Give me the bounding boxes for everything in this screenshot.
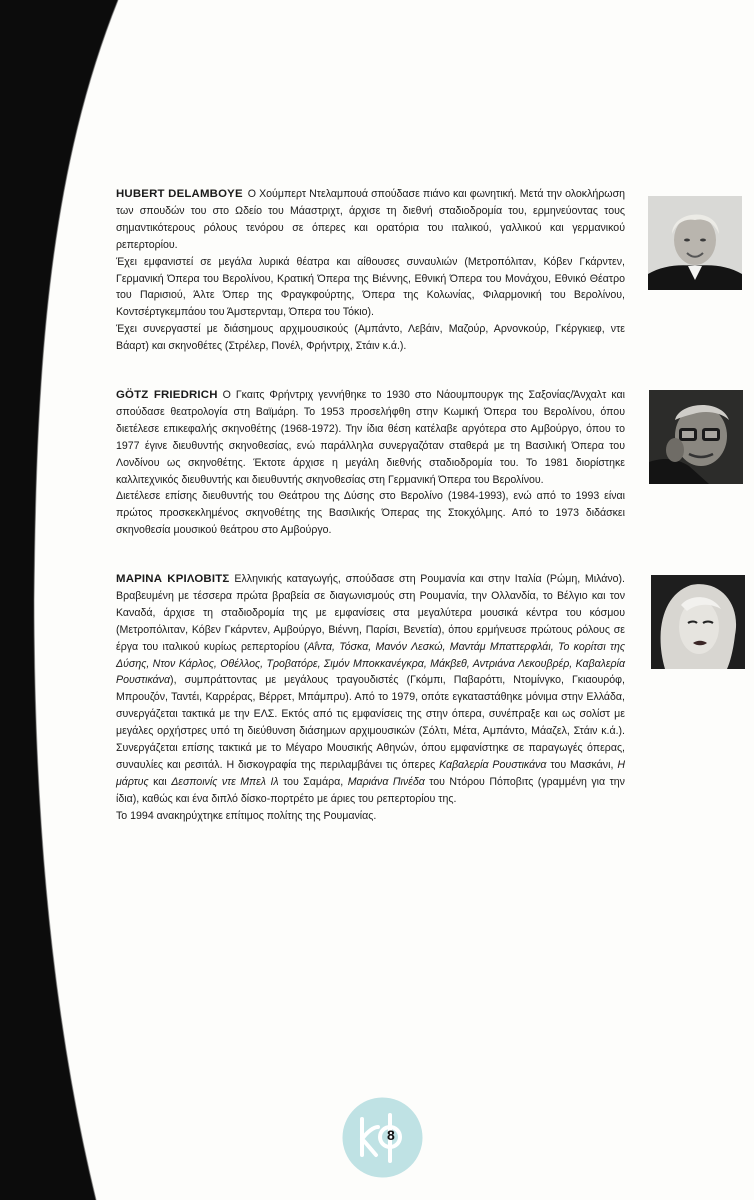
bio-italic-title: Δεσποινίς ντε Μπελ Ιλ bbox=[171, 775, 279, 788]
bio-paragraph bbox=[116, 808, 625, 825]
bio-paragraph bbox=[116, 571, 625, 808]
bio-italic-title: Καβαλερία Ρουστικάνα bbox=[439, 758, 547, 771]
bio-name: GÖTZ FRIEDRICH bbox=[116, 389, 218, 401]
bio-name: HUBERT DELAMBOYE bbox=[116, 188, 243, 200]
bio-text: του Ντόρου Πόποβιτς (γραμμένη για την ίδια), καθώς και ένα διπλό δίσκο-πορτρέτο με άριες του ρεπερτορίου της. bbox=[116, 775, 625, 805]
bio-text: Διετέλεσε επίσης διευθυντής του Θεάτρου της Δύσης στο Βερολίνο (1984-1993), ενώ από το 1993 είναι πρώτος προσκεκλημένος σκηνοθέτης της Βασιλικής Όπερας της Στοκχόλμης. Από το 1973 διδάσκει σκηνοθεσία μουσικού θεάτρου στο Αμβούργο. bbox=[116, 490, 625, 537]
bio-text: Έχει συνεργαστεί με διάσημους αρχιμουσικούς (Αμπάντο, Λεβάιν, Μαζούρ, Αρνονκούρ, Γκέργκιεφ, ντε Βάαρτ) και σκηνοθέτες (Στρέλερ, Πονέλ, Φρήντριχ, Στάιν κ.ά.). bbox=[116, 323, 625, 353]
page-number: 8 bbox=[387, 1127, 395, 1143]
bio-text: Το 1994 ανακηρύχτηκε επίτιμος πολίτης της Ρουμανίας. bbox=[116, 809, 377, 822]
bio-text: Ο Χούμπερτ Ντελαμπουά σπούδασε πιάνο και φωνητική. Μετά την ολοκλήρωση των σπουδών του στο Ωδείο του Μάαστριχτ, άρχισε τη διεθνή σταδιοδρομία του, ερμηνεύοντας τους σημαντικότερους ρόλους τενόρου σε όπερες και ορατόρια του ιταλικού, γαλλικού και γερμανικού ρεπερτορίου. bbox=[116, 188, 625, 251]
bio-name: ΜΑΡΙΝΑ ΚΡΙΛΟΒΙΤΣ bbox=[116, 573, 230, 585]
bio-italic-title: Η μάρτυς bbox=[116, 758, 625, 788]
bio-text: Ο Γκαιτς Φρήντριχ γεννήθηκε το 1930 στο Νάουμπουργκ της Σαξονίας/Άνχαλτ και σπούδασε θεατρολογία στη Βαϊμάρη. Το 1953 προσελήφθη στην Κωμική Όπερα του Βερολίνου, όπου διετέλεσε επικεφαλής σκηνοθέτης (1968-1972). Την ίδια θέση κατέλαβε αργότερα στο Αμβούργο, όπου το 1977 έγινε διευθυντής σκηνοθεσίας, ενώ παράλληλα συνεργαζόταν σταθερά με τη Βασιλική Όπερα του Λονδίνου ως σκηνοθέτης. Έκτοτε άρχισε η μεγάλη διεθνής σταδιοδρομία του. Το 1981 διορίστηκε καλλιτεχνικός διευθυντής και διευθυντής σκηνοθεσίας στη Γερμανική Όπερα του Βερολίνου. bbox=[116, 389, 625, 486]
bio-hubert-delamboye bbox=[116, 186, 625, 355]
bio-paragraph bbox=[116, 387, 625, 488]
bio-paragraph bbox=[116, 321, 625, 355]
bio-italic-title: Μαριάνα Πινέδα bbox=[347, 775, 425, 788]
bio-text: Ελληνικής καταγωγής, σπούδασε στη Ρουμανία και στην Ιταλία (Ρώμη, Μιλάνο). Βραβευμένη με τέσσερα πρώτα βραβεία σε διαγωνισμούς στη Ρουμανία, την Ολλανδία, το Βέλγιο και τον Καναδά, άρχισε τη σταδιοδρομία της με εμφανίσεις στα μεγαλύτερα μουσικά κέντρα του κόσμου (Μετροπόλιταν, Κόβεν Γκάρντεν, Αμβούργο, Βιέννη, Παρίσι, Βενετία), όπου ερμήνευσε πρώτους ρόλους σε έργα του ιταλικού κυρίως ρεπερτορίου ( bbox=[116, 573, 625, 653]
bio-text: και bbox=[148, 775, 172, 788]
bio-italic-title: Αΐντα, Τόσκα, Μανόν Λεσκώ, Μαντάμ Μπαττερφλάι, Το κορίτσι της Δύσης, Ντον Κάρλος, Οθέλλος, Τροβατόρε, Σιμόν Μποκκανέγκρα, Μάκβεθ, Αντριάνα Λεκουβρέρ, Καβαλερία Ρουστικάνα bbox=[116, 640, 625, 687]
bio-marina-krilovits bbox=[116, 571, 625, 825]
bio-paragraph bbox=[116, 254, 625, 322]
bio-text: Έχει εμφανιστεί σε μεγάλα λυρικά θέατρα και αίθουσες συναυλιών (Μετροπόλιταν, Κόβεν Γκάρντεν, Γερμανική Όπερα του Βερολίνου, Κρατική Όπερα της Βιέννης, Εθνική Όπερα του Μονάχου, Εθνικό Θέατρο του Παρισιού, Άλτε Όπερ της Φραγκφούρτης, Όπερα της Κολωνίας, Φιλαρμονική του Βερολίνου, Κοντσέρτγκεμπάου του Άμστερνταμ, Όπερα του Τόκιο). bbox=[116, 255, 625, 319]
bio-text: του Σαμάρα, bbox=[278, 775, 348, 788]
portrait-photo-friedrich bbox=[649, 390, 743, 484]
bio-text: του Μασκάνι, bbox=[546, 758, 618, 771]
bio-paragraph bbox=[116, 488, 625, 539]
bio-paragraph bbox=[116, 186, 625, 254]
portrait-photo-delamboye bbox=[648, 196, 742, 290]
bio-gotz-friedrich bbox=[116, 387, 625, 539]
bio-text: ), συμπράττοντας με μεγάλους τραγουδιστές (Γκόμπι, Παβαρόττι, Ντομίνγκο, Γκιαουρόφ, Μπρουζόν, Ταντέι, Καρρέρας, Βέρρετ, Μπάμπρυ). Από το 1979, οπότε εγκαταστάθηκε μόνιμα στην Ελλάδα, συνεργάζεται τακτικά με την ΕΛΣ. Εκτός από τις εμφανίσεις της στην όπερα, συνέπραξε και ως σολίστ με μεγάλες ορχήστρες υπό τη διεύθυνση διάσημων αρχιμουσικών (Σόλτι, Μέτα, Αμπάντο, Μάαζελ, Στάιν κ.ά.). Συνεργάζεται επίσης τακτικά με το Μέγαρο Μουσικής Αθηνών, όπου εμφανίστηκε σε παραγωγές όπερας, συναυλίες και ρεσιτάλ. Η δισκογραφία της περιλαμβάνει τις όπερες bbox=[116, 674, 625, 771]
portrait-photo-krilovits bbox=[651, 575, 745, 669]
kf-logo-icon bbox=[342, 1097, 423, 1178]
